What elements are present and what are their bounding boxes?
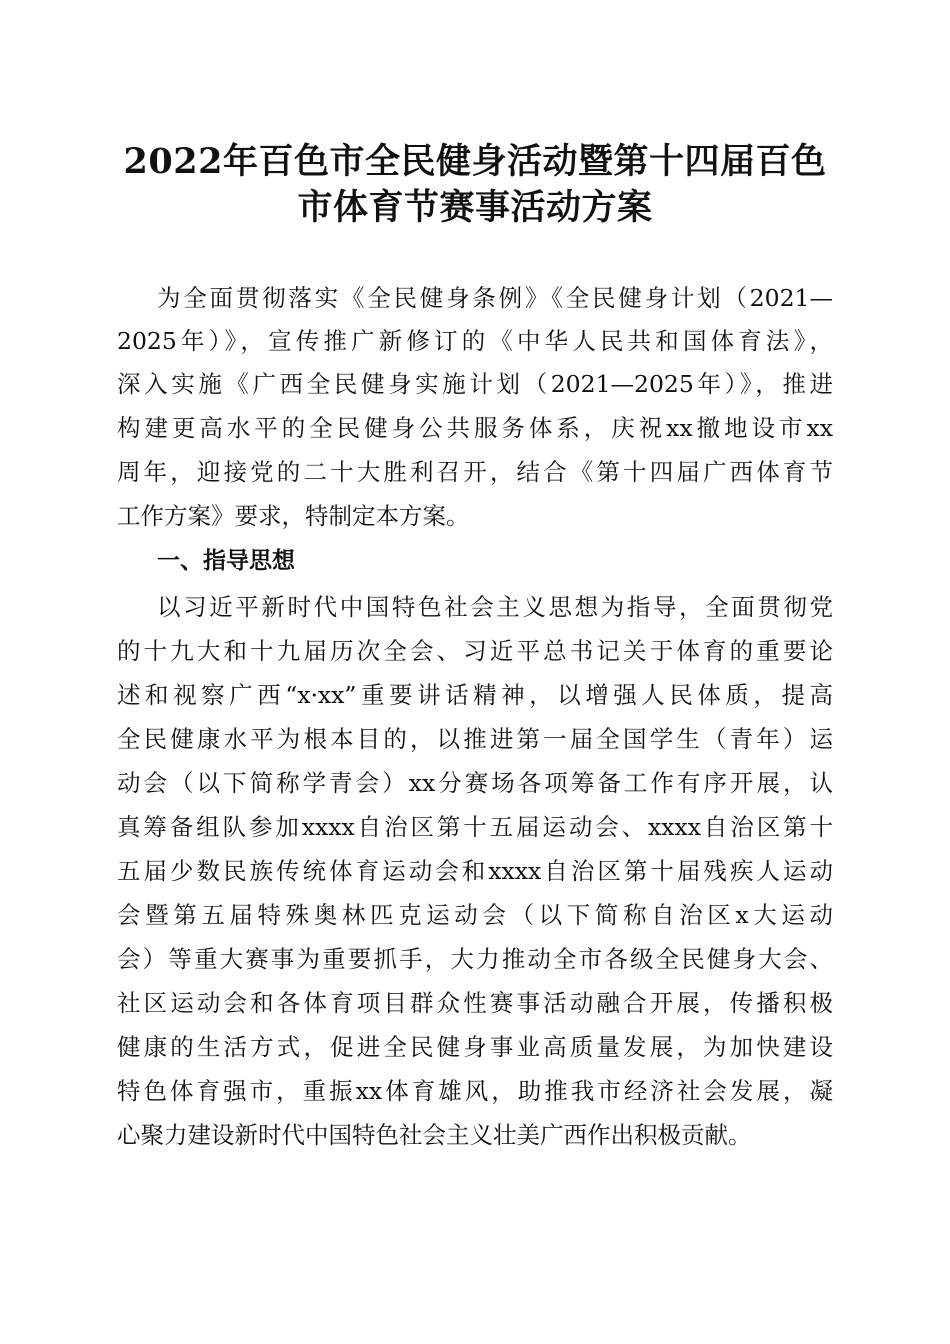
paragraph-line: 会暨第五届特殊奥林匹克运动会（以下简称自治区x大运动 bbox=[117, 901, 833, 929]
document-title-line-1: 2022年百色市全民健身活动暨第十四届百色 bbox=[123, 141, 827, 182]
paragraph-line: 构建更高水平的全民健身公共服务体系，庆祝xx撤地设市xx bbox=[117, 414, 833, 442]
paragraph-line: 动会（以下简称学青会）xx分赛场各项筹备工作有序开展，认 bbox=[117, 769, 833, 797]
paragraph-line: 特色体育强市，重振xx体育雄风，助推我市经济社会发展，凝 bbox=[117, 1077, 833, 1105]
paragraph-line: 会）等重大赛事为重要抓手，大力推动全市各级全民健身大会、 bbox=[117, 945, 833, 973]
section-heading: 一、指导思想 bbox=[157, 548, 295, 574]
paragraph-line: 深入实施《广西全民健身实施计划（2021—2025年）》，推进 bbox=[117, 370, 833, 398]
paragraph-line: 心聚力建设新时代中国特色社会主义壮美广西作出积极贡献。 bbox=[117, 1121, 752, 1149]
paragraph-line: 全民健康水平为根本目的，以推进第一届全国学生（青年）运 bbox=[117, 725, 833, 753]
paragraph-line: 为全面贯彻落实《全民健身条例》《全民健身计划（2021— bbox=[157, 284, 833, 312]
paragraph-line: 工作方案》要求，特制定本方案。 bbox=[117, 502, 470, 530]
paragraph-line: 2025年）》，宣传推广新修订的《中华人民共和国体育法》， bbox=[117, 327, 833, 355]
paragraph-line: 健康的生活方式，促进全民健身事业高质量发展，为加快建设 bbox=[117, 1033, 833, 1061]
paragraph-line: 五届少数民族传统体育运动会和xxxx自治区第十届残疾人运动 bbox=[117, 857, 833, 885]
paragraph-line: 以习近平新时代中国特色社会主义思想为指导，全面贯彻党 bbox=[157, 593, 833, 621]
paragraph-line: 社区运动会和各体育项目群众性赛事活动融合开展，传播积极 bbox=[117, 989, 833, 1017]
paragraph-line: 的十九大和十九届历次全会、习近平总书记关于体育的重要论 bbox=[117, 637, 833, 665]
document-title-line-2: 市体育节赛事活动方案 bbox=[297, 187, 653, 228]
paragraph-line: 述和视察广西“x·xx”重要讲话精神，以增强人民体质，提高 bbox=[117, 681, 833, 709]
paragraph-line: 周年，迎接党的二十大胜利召开，结合《第十四届广西体育节 bbox=[117, 458, 833, 486]
paragraph-line: 真筹备组队参加xxxx自治区第十五届运动会、xxxx自治区第十 bbox=[117, 813, 833, 841]
